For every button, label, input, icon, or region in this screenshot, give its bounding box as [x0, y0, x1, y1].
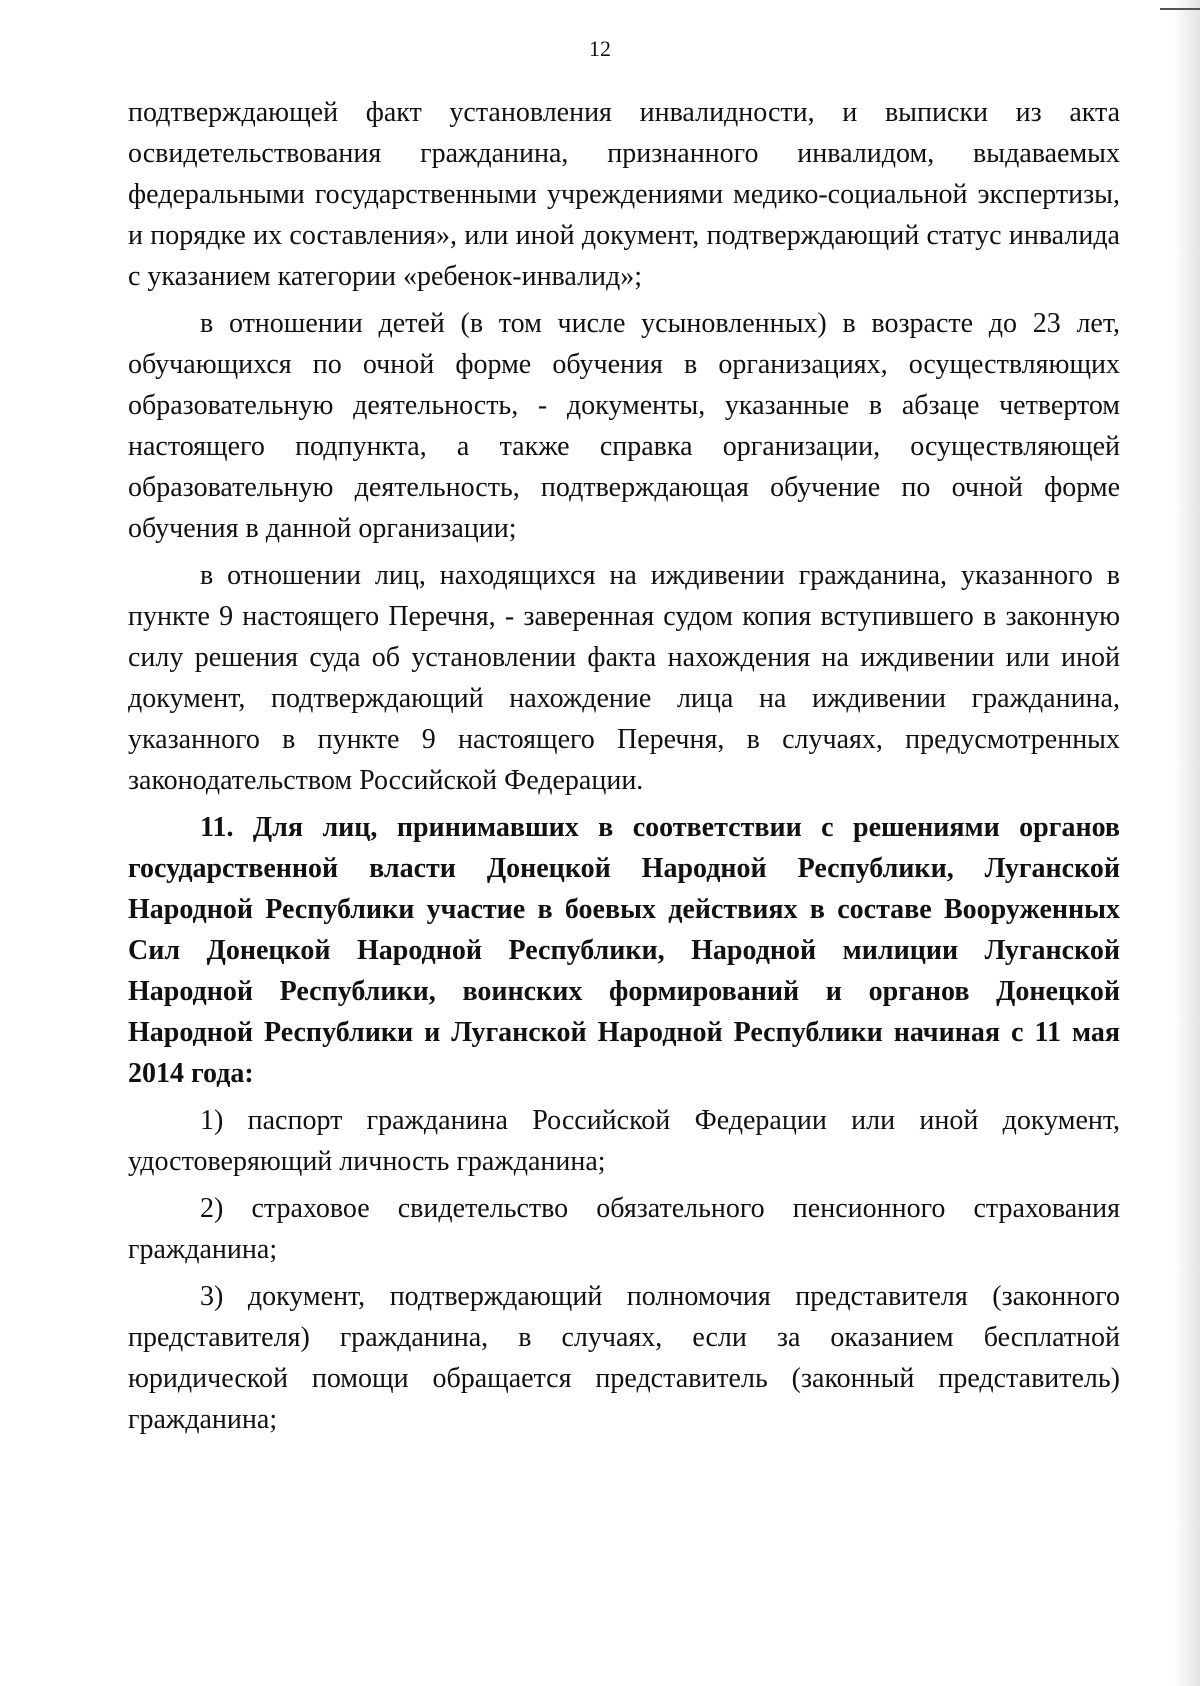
- list-item-1: 1) паспорт гражданина Российской Федерации или иной документ, удостоверяющий личность гражданина;: [128, 1105, 1120, 1177]
- paragraph-continuation: подтверждающей факт установления инвалидности, и выписки из акта освидетельствования гражданина, признанного инвалидом, выдаваемых федеральными государственными учреждениями медико-социальной экспертизы, и порядке их составления», или иной документ, подтверждающий статус инвалида с указанием категории «ребенок-инвалид»;: [128, 97, 1120, 292]
- section-11-heading: 11. Для лиц, принимавших в соответствии с решениями органов государственной власти Донецкой Народной Республики, Луганской Народной Республики участие в боевых действиях в составе Вооруженных Сил Донецкой Народной Республики, Народной милиции Луганской Народной Республики, воинских формирований и органов Донецкой Народной Республики и Луганской Народной Республики начиная с 11 мая 2014 года:: [128, 812, 1120, 1089]
- scan-edge-shadow: [1174, 0, 1200, 1686]
- scan-edge-mark: [1160, 8, 1200, 10]
- paragraph-children-under-23: в отношении детей (в том числе усыновленных) в возрасте до 23 лет, обучающихся по очной форме обучения в организациях, осуществляющих образовательную деятельность, - документы, указанные в абзаце четвертом настоящего подпункта, а также справка организации, осуществляющей образовательную деятельность, подтверждающая обучение по очной форме обучения в данной организации;: [128, 308, 1120, 544]
- list-item-2: 2) страховое свидетельство обязательного пенсионного страхования гражданина;: [128, 1193, 1120, 1265]
- document-body: [128, 92, 1120, 1446]
- page-number: 12: [589, 36, 611, 61]
- list-item-3: 3) документ, подтверждающий полномочия представителя (законного представителя) гражданина, в случаях, если за оказанием бесплатной юридической помощи обращается представитель (законный представитель) гражданина;: [128, 1281, 1120, 1435]
- paragraph-dependents: в отношении лиц, находящихся на иждивении гражданина, указанного в пункте 9 настоящего Перечня, - заверенная судом копия вступившего в законную силу решения суда об установлении факта нахождения на иждивении или иной документ, подтверждающий нахождение лица на иждивении гражданина, указанного в пункте 9 настоящего Перечня, в случаях, предусмотренных законодательством Российской Федерации.: [128, 560, 1120, 796]
